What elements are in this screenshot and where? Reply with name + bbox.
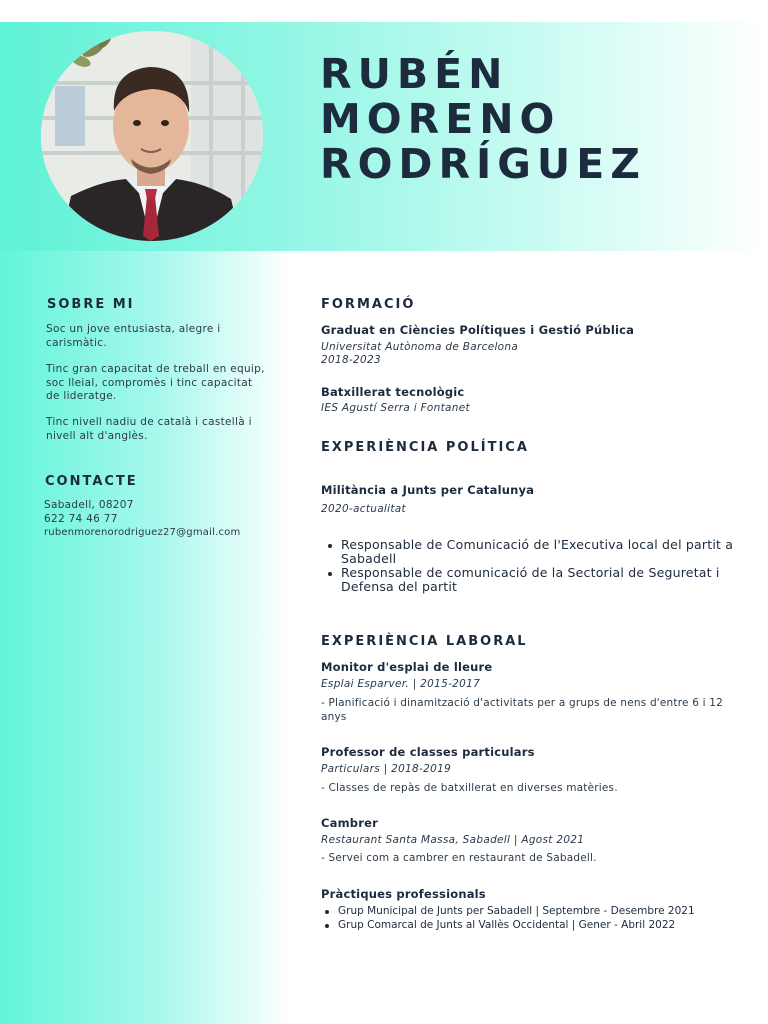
education-highschool-title: Batxillerat tecnològic [321,385,465,399]
job-meta-3: Restaurant Santa Massa, Sabadell | Agost 2021 [321,834,585,846]
political-dates: 2020-actualitat [321,503,406,515]
profile-photo [41,31,263,241]
list-item: Responsable de comunicació de la Sectorial de Seguretat i Defensa del partit [321,566,741,594]
political-title: EXPERIÈNCIA POLÍTICA [321,440,529,455]
internship-bullets [318,905,695,932]
education-highschool-institution: IES Agustí Serra i Fontanet [321,402,470,414]
job-desc-3: - Servei com a cambrer en restaurant de Sabadell. [321,852,597,864]
contact-phone[interactable]: 622 74 46 77 [44,513,118,525]
job-desc-2: - Classes de repàs de batxillerat en diverses matèries. [321,782,618,794]
job-meta-2: Particulars | 2018-2019 [321,763,452,775]
name-line-surname1: MORENO [320,95,561,143]
job-title-3: Cambrer [321,816,378,830]
political-role: Militància a Junts per Catalunya [321,483,535,497]
job-meta-1: Esplai Esparver. | 2015-2017 [321,678,481,690]
about-paragraph-3: Tinc nivell nadiu de català i castellà i nivell alt d'anglès. [46,416,252,442]
name-line-first: RUBÉN [320,50,509,98]
education-title: FORMACIÓ [321,297,416,312]
job-title-2: Professor de classes particulars [321,745,535,759]
education-degree-institution: Universitat Autònoma de Barcelona [321,341,519,353]
contact-email[interactable]: rubenmorenorodriguez27@gmail.com [44,527,241,538]
list-item: Responsable de Comunicació de l'Executiva local del partit a Sabadell [321,538,741,566]
contact-title: CONTACTE [45,474,138,489]
contact-location: Sabadell, 08207 [44,499,134,511]
name-line-surname2: RODRÍGUEZ [320,140,646,188]
job-title-1: Monitor d'esplai de lleure [321,660,493,674]
full-name [320,52,646,187]
list-item: Grup Municipal de Junts per Sabadell | Septembre - Desembre 2021 [318,905,695,919]
internship-title: Pràctiques professionals [321,887,486,901]
about-title: SOBRE MI [47,297,135,312]
education-degree-dates: 2018-2023 [321,354,381,366]
about-paragraph-2: Tinc gran capacitat de treball en equip, soc lleial, compromès i tinc capacitat de lideratge. [46,363,265,402]
job-desc-1: - Planificació i dinamització d'activitats per a grups de nens d'entre 6 i 12 anys [321,697,724,723]
about-paragraph-1: Soc un jove entusiasta, alegre i carismàtic. [46,323,221,349]
education-degree-title: Graduat en Ciències Polítiques i Gestió Pública [321,323,635,337]
list-item: Grup Comarcal de Junts al Vallès Occidental | Gener - Abril 2022 [318,919,695,933]
political-bullets [321,538,741,594]
work-title: EXPERIÈNCIA LABORAL [321,634,528,649]
